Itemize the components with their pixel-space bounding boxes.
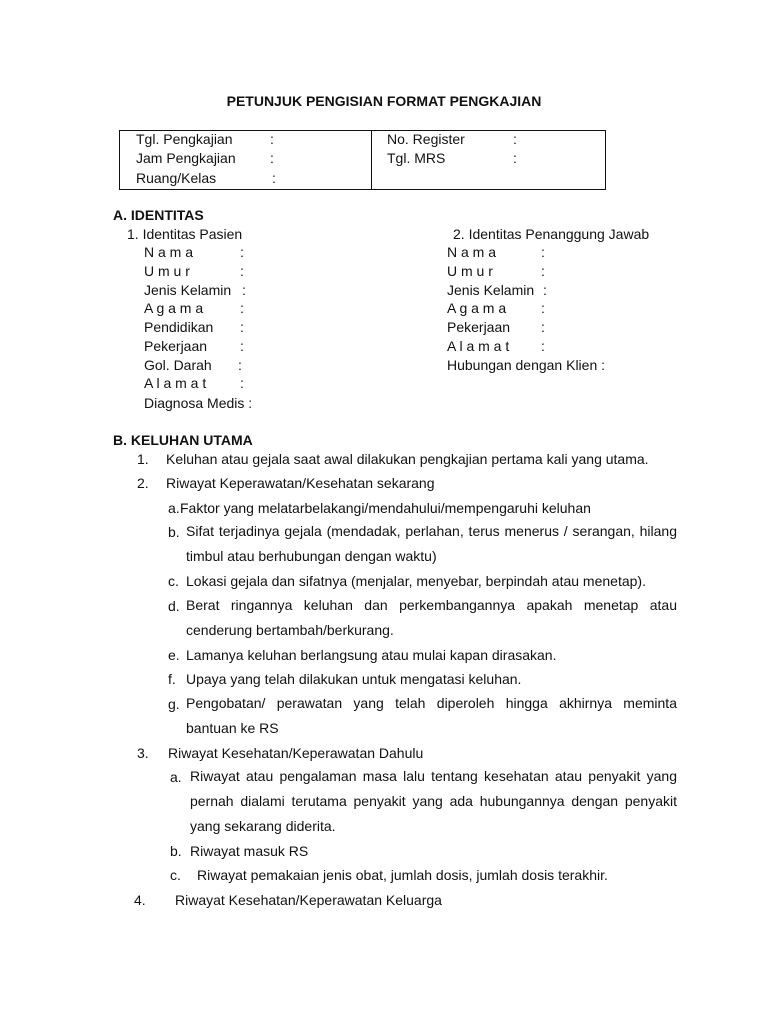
pj-umur-label: U m u r <box>447 263 493 279</box>
pasien-alamat-sep: : <box>240 375 244 391</box>
item2a-mark: a. <box>168 500 180 516</box>
item3b-mark: b. <box>170 843 182 859</box>
identitas-penanggung-title: 2. Identitas Penanggung Jawab <box>453 226 650 242</box>
item2e-text: Lamanya keluhan berlangsung atau mulai kapan dirasakan. <box>186 647 557 663</box>
item3-number: 3. <box>137 745 149 761</box>
no-register-label: No. Register <box>387 131 465 147</box>
tgl-mrs-label: Tgl. MRS <box>387 150 446 166</box>
header-box-divider <box>371 131 372 189</box>
pasien-diagnosa-medis-label: Diagnosa Medis : <box>144 395 253 411</box>
section-b-heading: B. KELUHAN UTAMA <box>113 432 253 448</box>
pasien-jenis-kelamin-sep: : <box>242 282 246 298</box>
pj-alamat-label: A l a m a t <box>447 338 510 354</box>
item2f-mark: f. <box>168 671 176 687</box>
item2b-mark: b. <box>168 524 180 540</box>
item4-text: Riwayat Kesehatan/Keperawatan Keluarga <box>175 892 442 908</box>
pj-agama-sep: : <box>541 300 545 316</box>
pasien-umur-sep: : <box>240 263 244 279</box>
item2c-text: Lokasi gejala dan sifatnya (menjalar, menyebar, berpindah atau menetap). <box>186 573 646 589</box>
ruang-kelas-sep: : <box>272 170 276 186</box>
jam-pengkajian-label: Jam Pengkajian <box>136 150 236 166</box>
pasien-nama-sep: : <box>240 244 244 260</box>
pj-jenis-kelamin-sep: : <box>543 282 547 298</box>
jam-pengkajian-sep: : <box>270 150 274 166</box>
item2-text: Riwayat Keperawatan/Kesehatan sekarang <box>166 475 435 491</box>
item2a-text: Faktor yang melatarbelakangi/mendahului/mempengaruhi keluhan <box>180 500 591 516</box>
section-a-heading: A. IDENTITAS <box>113 207 204 223</box>
document-title: PETUNJUK PENGISIAN FORMAT PENGKAJIAN <box>226 93 542 109</box>
pj-nama-label: N a m a <box>447 244 497 260</box>
item2c-mark: c. <box>168 573 179 589</box>
item3-text: Riwayat Kesehatan/Keperawatan Dahulu <box>168 745 424 761</box>
pj-jenis-kelamin-label: Jenis Kelamin <box>447 282 535 298</box>
pj-hubungan-label: Hubungan dengan Klien : <box>447 357 606 373</box>
item1-number: 1. <box>137 451 149 467</box>
item3c-text: Riwayat pemakaian jenis obat, jumlah dosis, jumlah dosis terakhir. <box>197 867 608 883</box>
pasien-pendidikan-sep: : <box>240 319 244 335</box>
ruang-kelas-label: Ruang/Kelas <box>136 170 217 186</box>
pj-alamat-sep: : <box>541 338 545 354</box>
item2d-text: Berat ringannya keluhan dan perkembangannya apakah menetap atau cenderung bertambah/berkurang. <box>186 597 677 638</box>
item2b-text: Sifat terjadinya gejala (mendadak, perlahan, terus menerus / serangan, hilang timbul atau berhubungan dengan waktu) <box>186 523 677 564</box>
pj-pekerjaan-sep: : <box>541 319 545 335</box>
tgl-pengkajian-sep: : <box>270 131 274 147</box>
pj-nama-sep: : <box>541 244 545 260</box>
pasien-gol-darah-sep: : <box>238 357 242 373</box>
identitas-pasien-title: 1. Identitas Pasien <box>127 226 243 242</box>
item2g-text: Pengobatan/ perawatan yang telah diperoleh hingga akhirnya meminta bantuan ke RS <box>186 695 677 736</box>
pasien-nama-label: N a m a <box>144 244 194 260</box>
pasien-pekerjaan-sep: : <box>240 338 244 354</box>
tgl-mrs-sep: : <box>513 150 517 166</box>
pasien-agama-label: A g a m a <box>144 300 204 316</box>
pj-agama-label: A g a m a <box>447 300 507 316</box>
item4-number: 4. <box>134 892 146 908</box>
pasien-pendidikan-label: Pendidikan <box>144 319 214 335</box>
pj-umur-sep: : <box>541 263 545 279</box>
pj-pekerjaan-label: Pekerjaan <box>447 319 511 335</box>
pasien-agama-sep: : <box>240 300 244 316</box>
item3a-text: Riwayat atau pengalaman masa lalu tentang kesehatan atau penyakit yang pernah dialami terutama penyakit yang ada hubungannya dengan penyakit yang sekarang diderita. <box>190 768 677 834</box>
item2g-mark: g. <box>168 696 180 712</box>
pasien-umur-label: U m u r <box>144 263 190 279</box>
pasien-jenis-kelamin-label: Jenis Kelamin <box>144 282 232 298</box>
no-register-sep: : <box>513 131 517 147</box>
item2d-mark: d. <box>168 598 180 614</box>
item2f-text: Upaya yang telah dilakukan untuk mengatasi keluhan. <box>186 671 522 687</box>
item3c-mark: c. <box>170 867 181 883</box>
tgl-pengkajian-label: Tgl. Pengkajian <box>136 131 233 147</box>
item2e-mark: e. <box>168 647 180 663</box>
item3a-mark: a. <box>170 769 182 785</box>
pasien-alamat-label: A l a m a t <box>144 375 207 391</box>
pasien-pekerjaan-label: Pekerjaan <box>144 338 208 354</box>
item3b-text: Riwayat masuk RS <box>190 843 309 859</box>
item1-text: Keluhan atau gejala saat awal dilakukan pengkajian pertama kali yang utama. <box>166 451 649 467</box>
pasien-gol-darah-label: Gol. Darah <box>144 357 212 373</box>
item2-number: 2. <box>137 475 149 491</box>
